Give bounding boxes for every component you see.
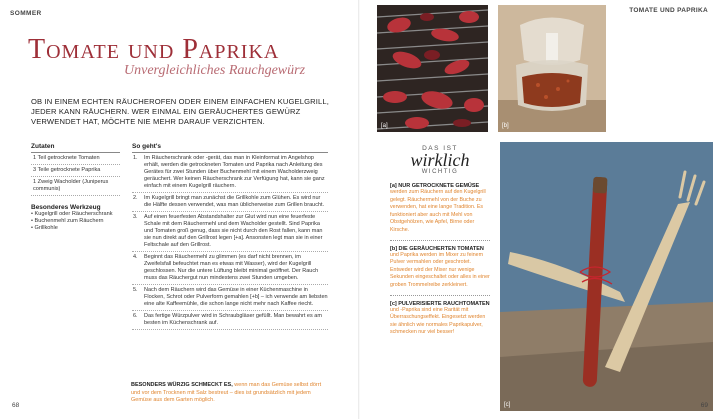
tips-sidebar xyxy=(390,145,490,337)
step-item xyxy=(132,285,328,311)
step-number: 2. xyxy=(133,195,138,201)
grinder-photo-illustration xyxy=(498,5,606,132)
sidebar-divider xyxy=(390,240,490,241)
step-number: 1. xyxy=(133,155,138,161)
photo-label-b: [b] xyxy=(502,123,509,129)
sidebar-item-title: [a] NUR GETROCKNETE GEMÜSE xyxy=(390,183,480,189)
photo-label-a: [a] xyxy=(381,123,388,129)
ingredient-item: 1 Zweig Wacholder (Juniperus communis) xyxy=(31,177,120,196)
step-text: Im Kugelgrill bringt man zunächst die Grillkohle zum Glühen. Es wird nur die Hälfte dessen verwendet, was man üblicherweise zum Grillen braucht. xyxy=(144,195,325,208)
tool-item: • Buchenmehl zum Räuchern xyxy=(31,218,104,224)
step-number: 6. xyxy=(133,313,138,319)
sidebar-item-text: und -Paprika sind eine Rarität mit Überraschungseffekt. Eingesetzt werden sie ähnlich wie normales Paprikapulver, schmecken nur viel besser! xyxy=(390,306,486,336)
tool-item: • Grillkohle xyxy=(31,225,58,231)
cutlery-photo-illustration xyxy=(500,142,713,411)
tools-label: Besonderes Werkzeug xyxy=(31,204,101,211)
wichtig-label: WICHTIG xyxy=(421,169,459,175)
step-number: 3. xyxy=(133,214,138,220)
recipe-subtitle: Unvergleichliches Rauchgewürz xyxy=(124,63,306,78)
tip-box xyxy=(131,382,331,405)
photo-spice-tube-cutlery xyxy=(500,142,713,411)
section-label-right: TOMATE UND PAPRIKA xyxy=(629,7,708,14)
step-text: Das fertige Würzpulver wird in Schraubgläser gefüllt. Man bewahrt es am besten im Küchenschrank auf. xyxy=(144,313,322,326)
sidebar-item-title: [c] PULVERISIERTE RAUCHTOMATEN xyxy=(390,300,490,307)
step-item xyxy=(132,311,328,330)
step-item xyxy=(132,153,328,193)
step-item xyxy=(132,252,328,285)
das-ist-label: DAS IST xyxy=(422,145,458,152)
sidebar-item-title: [b] DIE GERÄUCHERTEN TOMATEN xyxy=(390,245,484,252)
tools-block xyxy=(31,204,120,232)
step-text: Im Räucherschrank oder -gerät, das man in Kleinformat im Angelshop erhält, werden die getrockneten Tomaten und Paprika nach Anleitung des Gerätes für zwei Stunden über Buchenmehl mit einem Wacholderzweig geräuchert. Wer keinen Räucherschrank zur Verfügung hat, kann sie ganz einfach mit einem Kugelgrill räuchern. xyxy=(144,155,325,189)
intro-text: OB IN EINEM ECHTEN RÄUCHEROFEN ODER EINEM EINFACHEN KUGELGRILL, JEDER KANN RÄUCHERN. WER EINMAL EIN GERÄUCHERTES GEWÜRZ VERWENDET HAT, MÖCHTE NIE MEHR DARAUF VERZICHTEN. xyxy=(31,97,330,126)
step-text: Beginnt das Räuchermehl zu glimmen (es darf nicht brennen, im Zweifelsfall befeuchtet man es etwas mit Wasser), wird der Kugelgrill geschlossen. Nur die untere Lüftung bleibt minimal geöffnet. Der Rauch muss das Räuchergut nun mindestens zwei Stunden umgeben. xyxy=(144,254,319,281)
grill-photo-illustration xyxy=(377,5,488,132)
sidebar-item-text: werden zum Räuchern auf den Kugelgrill gelegt. Räuchermehl von der Buche zu verwenden, hat eine lange Tradition. Es funktioniert aber auch mit Mehl von Obstgehölzen, wie Apfel, Birne oder Kirsche. xyxy=(390,189,486,233)
step-number: 5. xyxy=(133,287,138,293)
recipe-title: Tomate und Paprika xyxy=(28,34,280,65)
ingredient-item: 3 Teile getrocknete Paprika xyxy=(31,165,120,177)
tool-item: • Kugelgrill oder Räucherschrank xyxy=(31,211,113,217)
step-text: Nach dem Räuchern wird das Gemüse in einer Küchenmaschine in Flocken, Schrot oder Pulverform gemahlen [+b] – ich verwende am liebsten eine alte Kaffeemühle, die schon lange nicht mehr nach Kaffee riecht. xyxy=(144,287,328,307)
right-page xyxy=(360,0,720,419)
ingredients-block xyxy=(31,143,120,232)
photo-label-c: [c] xyxy=(504,402,511,408)
ingredients-label: Zutaten xyxy=(31,143,120,153)
ingredient-item: 1 Teil getrocknete Tomaten xyxy=(31,153,120,165)
photo-grinder xyxy=(498,5,606,132)
page-number-right: 69 xyxy=(700,402,708,409)
step-item xyxy=(132,193,328,212)
section-label: SOMMER xyxy=(10,10,42,17)
sidebar-divider xyxy=(390,295,490,296)
step-text: Auf einen feuerfesten Abstandshalter zur Glut wird nun eine feuerfeste Schale mit dem Räuchermehl und dem Wacholder gestellt. Sind Paprika und Tomaten groß genug, dass sie nicht durch den Rost fallen, kann man sie nun direkt auf den Grillrost legen [+a]. Ansonsten legt man sie in einer Feltschale auf den Grillrost. xyxy=(144,214,323,248)
step-item xyxy=(132,212,328,252)
tip-heading: BESONDERS WÜRZIG SCHMECKT ES, xyxy=(131,382,233,388)
tip-text: wenn man das Gemüse selbst dörrt und vor dem Trocknen mit Salz bestreut – dies ist grundsätzlich mit jedem Gemüse aus dem Garten möglich. xyxy=(131,382,322,403)
steps-block xyxy=(132,143,328,330)
step-number: 4. xyxy=(133,254,138,260)
photo-peppers-on-grill xyxy=(377,5,488,132)
das-ist-wirklich-wichtig-heading xyxy=(390,145,490,175)
wirklich-label: wirklich xyxy=(410,150,470,170)
steps-label: So geht's xyxy=(132,143,328,153)
page-number-left: 68 xyxy=(12,402,20,409)
sidebar-item-text: und Paprika werden im Mixer zu feinem Pulver vermahlen oder geschrotet. Entweder wird der Mixer nur wenige Sekunden eingeschaltet oder alles in einer groben Trommelreibe zerkleinert. xyxy=(390,251,490,288)
